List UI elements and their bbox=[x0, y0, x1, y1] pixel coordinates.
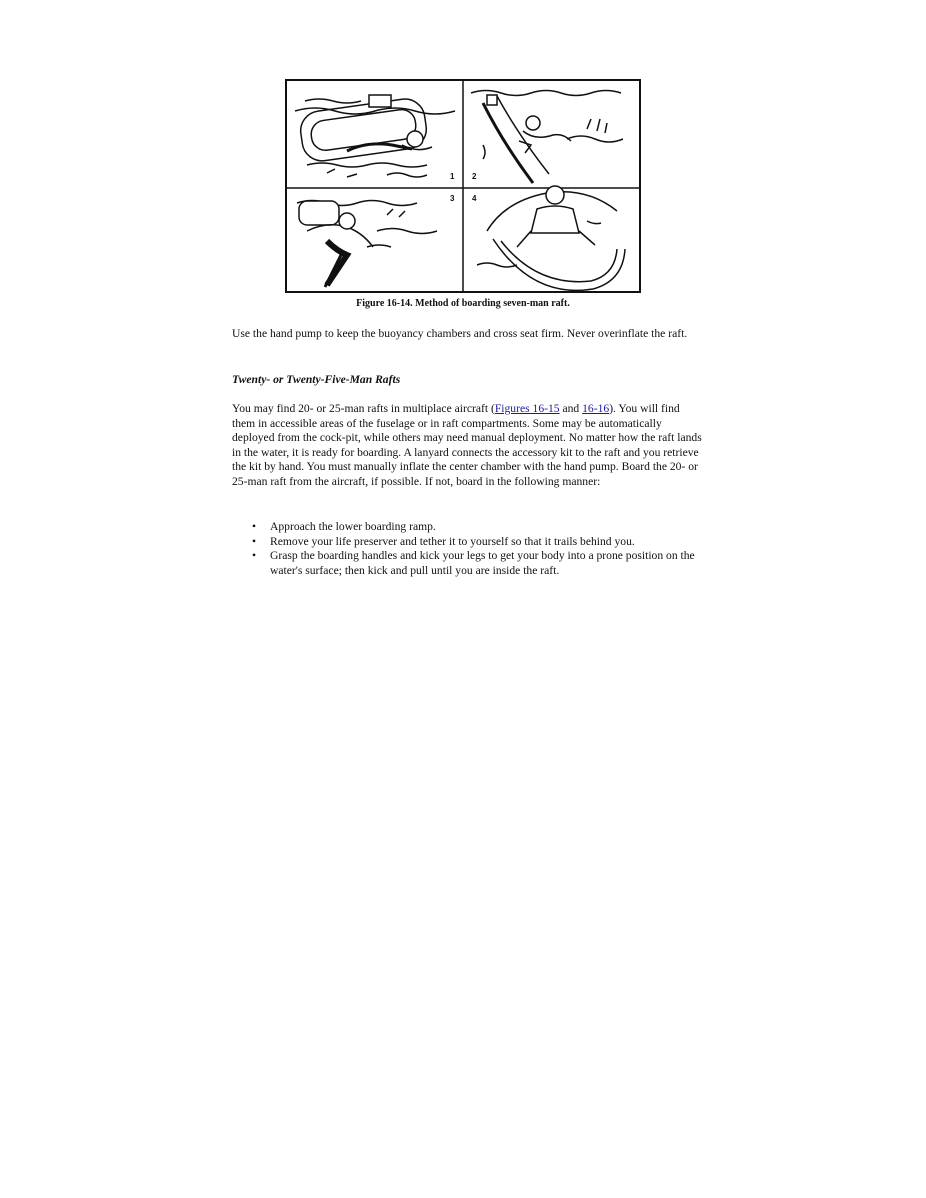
paragraph-text-start: You may find 20- or 25-man rafts in multiplace aircraft ( bbox=[232, 402, 495, 415]
panel-number-2: 2 bbox=[472, 172, 477, 181]
section-heading: Twenty- or Twenty-Five-Man Rafts bbox=[232, 373, 401, 386]
paragraph-multiplace-rafts bbox=[232, 402, 702, 490]
list-item: • Approach the lower boarding ramp. bbox=[250, 520, 700, 535]
figure-caption: Figure 16-14. Method of boarding seven-man raft. bbox=[356, 298, 570, 309]
panel-2-illustration bbox=[471, 91, 623, 184]
panel-4-illustration bbox=[477, 186, 625, 290]
panel-number-4: 4 bbox=[472, 194, 477, 203]
link-figure-16-16[interactable]: 16-16 bbox=[582, 402, 610, 415]
paragraph-text-rest: ). You will find them in accessible areas of the fuselage or in raft compartments. Some may be automatically deployed from the cock-pit, while others may need manual deployment. No matter how the raft lands in the water, it is ready for boarding. A lanyard connects the accessory kit to the raft and you retrieve the kit by hand. You must manually inflate the center chamber with the hand pump. Board the 20- or 25-man raft from the aircraft, if possible. If not, board in the following manner: bbox=[232, 402, 702, 488]
paragraph-text-and: and bbox=[559, 402, 583, 415]
list-item: • Grasp the boarding handles and kick your legs to get your body into a prone position on the water's surface; then kick and pull until you are inside the raft. bbox=[250, 549, 700, 578]
paragraph-hand-pump: Use the hand pump to keep the buoyancy chambers and cross seat firm. Never overinflate the raft. bbox=[232, 327, 688, 340]
boarding-steps-list bbox=[250, 520, 700, 578]
panel-3-illustration bbox=[297, 201, 437, 288]
panel-number-1: 1 bbox=[450, 172, 455, 181]
panel-1-illustration bbox=[295, 95, 455, 177]
figure-illustration bbox=[287, 81, 639, 291]
list-item: • Remove your life preserver and tether it to yourself so that it trails behind you. bbox=[250, 535, 700, 550]
link-figures-16-15[interactable]: Figures 16-15 bbox=[494, 402, 560, 415]
boarding-figure bbox=[285, 79, 641, 293]
panel-number-3: 3 bbox=[450, 194, 455, 203]
